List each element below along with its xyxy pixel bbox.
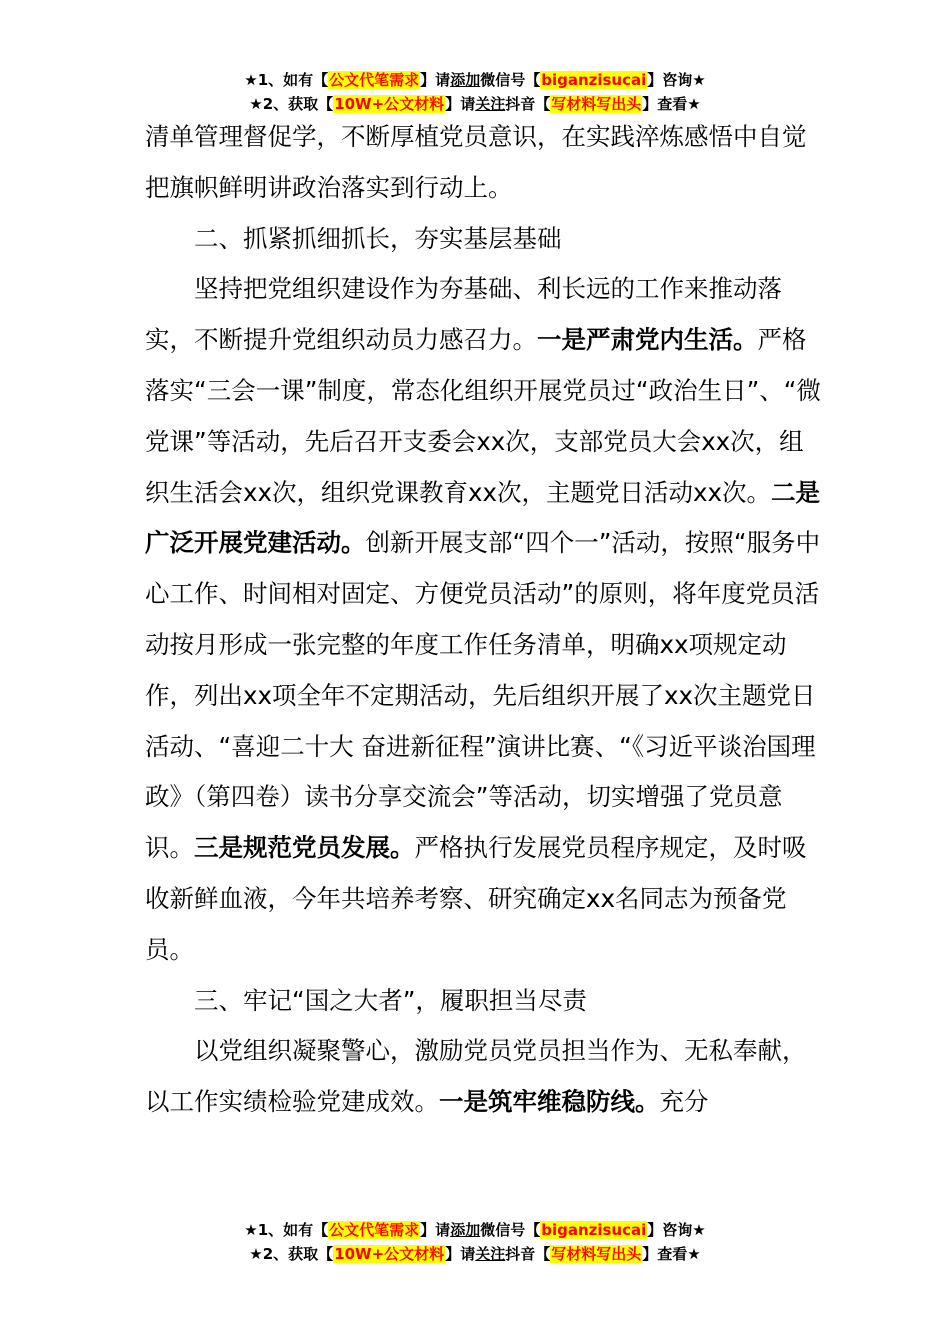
highlight-service: 公文代笔需求 [329, 71, 420, 89]
paragraph-section-3: 以党组织凝聚警心，激励党员党员担当作为、无私奉献，以工作实绩检验党建成效。一是筑牢维稳防线。充分 [145, 1036, 807, 1117]
point-3-title: 三是规范党员发展。 [194, 833, 415, 863]
banner-line-1: ★1、如有【公文代笔需求】请添加微信号【biganzisucai】咨询★ [244, 71, 706, 89]
wechat-id: biganzisucai [541, 71, 647, 89]
banner-line-2: ★2、获取【10W+公文材料】请关注抖音【写材料写出头】查看★ [249, 95, 701, 113]
highlight-materials: 10W+公文材料 [334, 95, 445, 113]
footer-line-1: ★1、如有【公文代笔需求】请添加微信号【biganzisucai】咨询★ [244, 1221, 706, 1239]
document-body [145, 112, 825, 1128]
section-heading-2: 二、抓紧抓细抓长，夯实基层基础 [194, 223, 562, 253]
douyin-account: 写材料写出头 [551, 95, 642, 113]
footer-banner [0, 1218, 950, 1266]
footer-line-2: ★2、获取【10W+公文材料】请关注抖音【写材料写出头】查看★ [249, 1245, 701, 1263]
header-banner [0, 68, 950, 116]
point-2-title: 二是广泛开展党建活动。 [145, 477, 820, 558]
paragraph-section-2: 坚持把党组织建设作为夯基础、利长远的工作来推动落实，不断提升党组织动员力感召力。一是严肃党内生活。严格落实“三会一课”制度，常态化组织开展党员过“政治生日”、“微党课”等活动，先后召开支委会xx次，支部党员大会xx次，组织生活会xx次，组织党课教育xx次，主题党日活动xx次。二是广泛开展党建活动。创新开展支部“四个一”活动，按照“服务中心工作、时间相对固定、方便党员活动”的原则，将年度党员活动按月形成一张完整的年度工作任务清单，明确xx项规定动作，列出xx项全年不定期活动，先后组织开展了xx次主题党日活动、“喜迎二十大 奋进新征程”演讲比赛、“《习近平谈治国理政》（第四卷）读书分享交流会”等活动，切实增强了党员意识。三是规范党员发展。严格执行发展党员程序规定，及时吸收新鲜血液，今年共培养考察、研究确定xx名同志为预备党员。 [145, 274, 821, 964]
section-heading-3: 三、牢记“国之大者”，履职担当尽责 [194, 985, 587, 1015]
paragraph-continuation: 清单管理督促学，不断厚植党员意识，在实践淬炼感悟中自觉把旗帜鲜明讲政治落实到行动上。 [145, 122, 807, 202]
section-3-point-1-title: 一是筑牢维稳防线。 [439, 1087, 660, 1117]
point-1-title: 一是严肃党内生活。 [537, 325, 758, 355]
